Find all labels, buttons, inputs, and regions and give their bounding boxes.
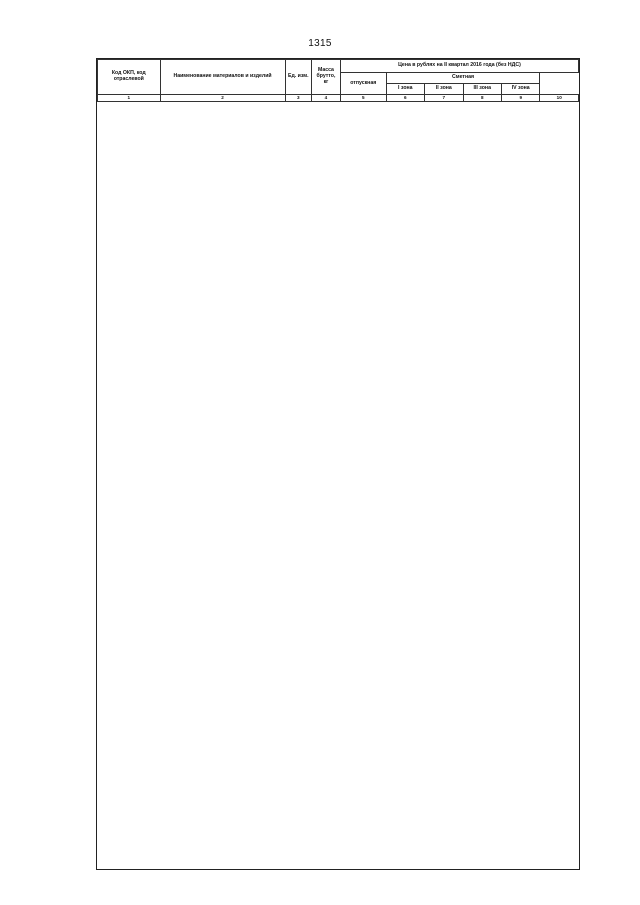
header-code: Код ОКП, код отраслевой bbox=[98, 60, 161, 95]
header-unit: Ед. изм. bbox=[285, 60, 311, 95]
column-number: 9 bbox=[501, 95, 539, 102]
header-zone-3: III зона bbox=[463, 84, 501, 95]
header-price-group: Цена в рублях на II квартал 2016 года (без НДС) bbox=[340, 60, 578, 73]
column-number: 4 bbox=[312, 95, 341, 102]
column-number: 10 bbox=[540, 95, 579, 102]
header-mass: Масса брутто, кг bbox=[312, 60, 341, 95]
column-number-row bbox=[98, 95, 579, 102]
column-number: 5 bbox=[340, 95, 386, 102]
column-number: 2 bbox=[160, 95, 285, 102]
header-name: Наименование материалов и изделий bbox=[160, 60, 285, 95]
price-table bbox=[97, 59, 579, 102]
header-zone-2: II зона bbox=[425, 84, 463, 95]
column-number: 6 bbox=[386, 95, 424, 102]
header-zone-4: IV зона bbox=[501, 84, 539, 95]
column-number: 3 bbox=[285, 95, 311, 102]
header-zone-1: I зона bbox=[386, 84, 424, 95]
column-number: 7 bbox=[425, 95, 463, 102]
header-estimate-price: Сметная bbox=[386, 73, 540, 84]
page-number: 1315 bbox=[308, 38, 332, 49]
column-number: 1 bbox=[98, 95, 161, 102]
header-release-price: отпускная bbox=[340, 73, 386, 95]
price-table-sheet bbox=[96, 58, 580, 870]
column-number: 8 bbox=[463, 95, 501, 102]
